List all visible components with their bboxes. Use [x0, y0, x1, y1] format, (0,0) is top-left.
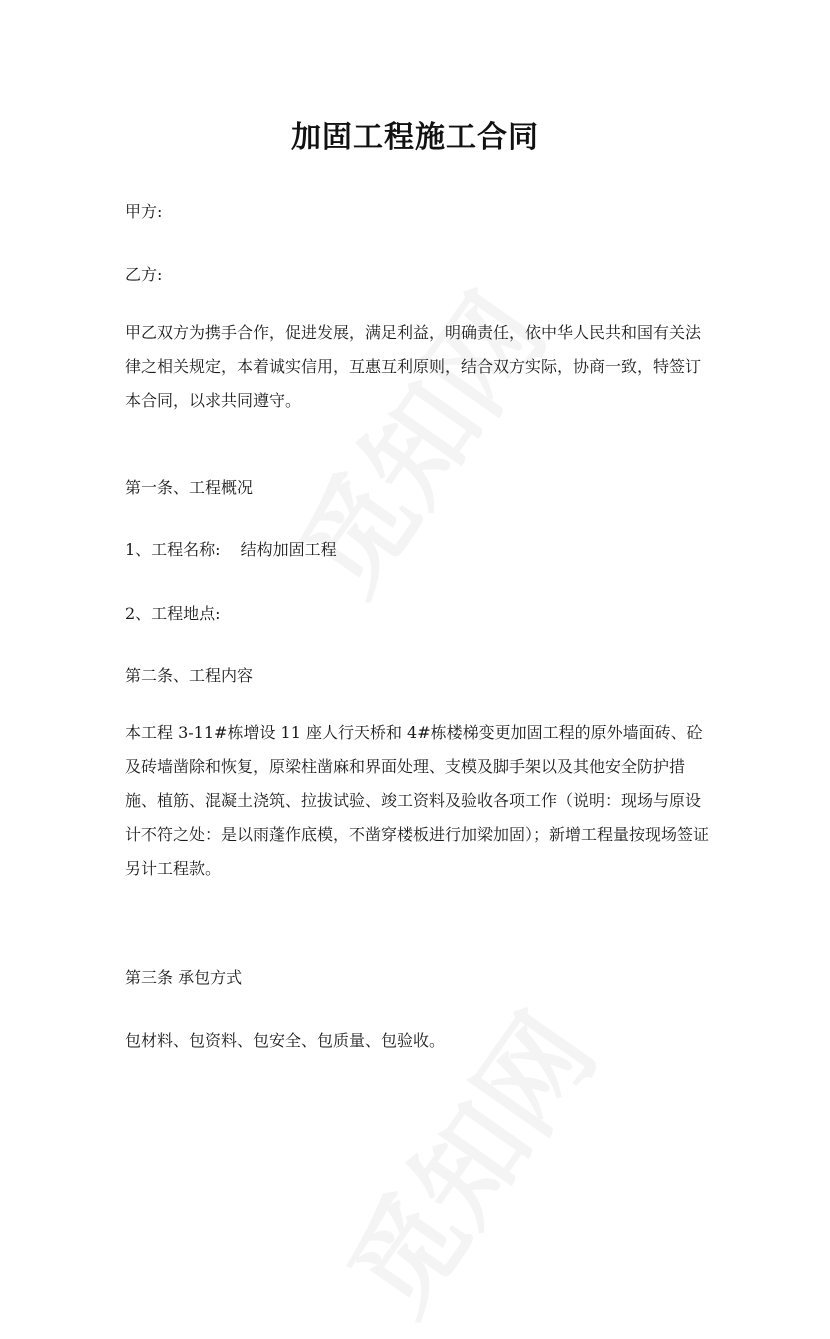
project-name-value: 结构加固工程 — [240, 540, 337, 559]
article-1-heading: 第一条、工程概况 — [125, 478, 254, 497]
article-3-heading: 第三条 承包方式 — [125, 968, 243, 987]
document-title: 加固工程施工合同 — [291, 120, 539, 155]
article-2-body: 本工程 3-11#栋增设 11 座人行天桥和 4#栋楼梯变更加固工程的原外墙面砖、砼及砖墙凿除和恢复，原梁柱凿麻和界面处理、支模及脚手架以及其他安全防护措施、植筋、混凝土浇筑、拉拔试验、竣工资料及验收各项工作（说明：现场与原设计不符之处：是以雨蓬作底模，不凿穿楼板进行加梁加固）；新增工程量按现场签证另计工程款。 — [125, 723, 710, 878]
preamble-paragraph: 甲乙双方为携手合作，促进发展，满足利益，明确责任，依中华人民共和国有关法律之相关规定，本着诚实信用，互惠互利原则，结合双方实际，协商一致，特签订本合同，以求共同遵守。 — [125, 323, 702, 410]
article-3-body: 包材料、包资料、包安全、包质量、包验收。 — [125, 1031, 446, 1050]
project-location-label: 2、工程地点: — [125, 604, 221, 623]
party-a-label: 甲方: — [125, 202, 163, 221]
project-name-label: 1、工程名称: — [125, 540, 221, 559]
project-name-row — [125, 537, 337, 560]
watermark — [256, 259, 575, 620]
article-2-heading: 第二条、工程内容 — [125, 666, 254, 685]
party-b-label: 乙方: — [125, 265, 163, 284]
